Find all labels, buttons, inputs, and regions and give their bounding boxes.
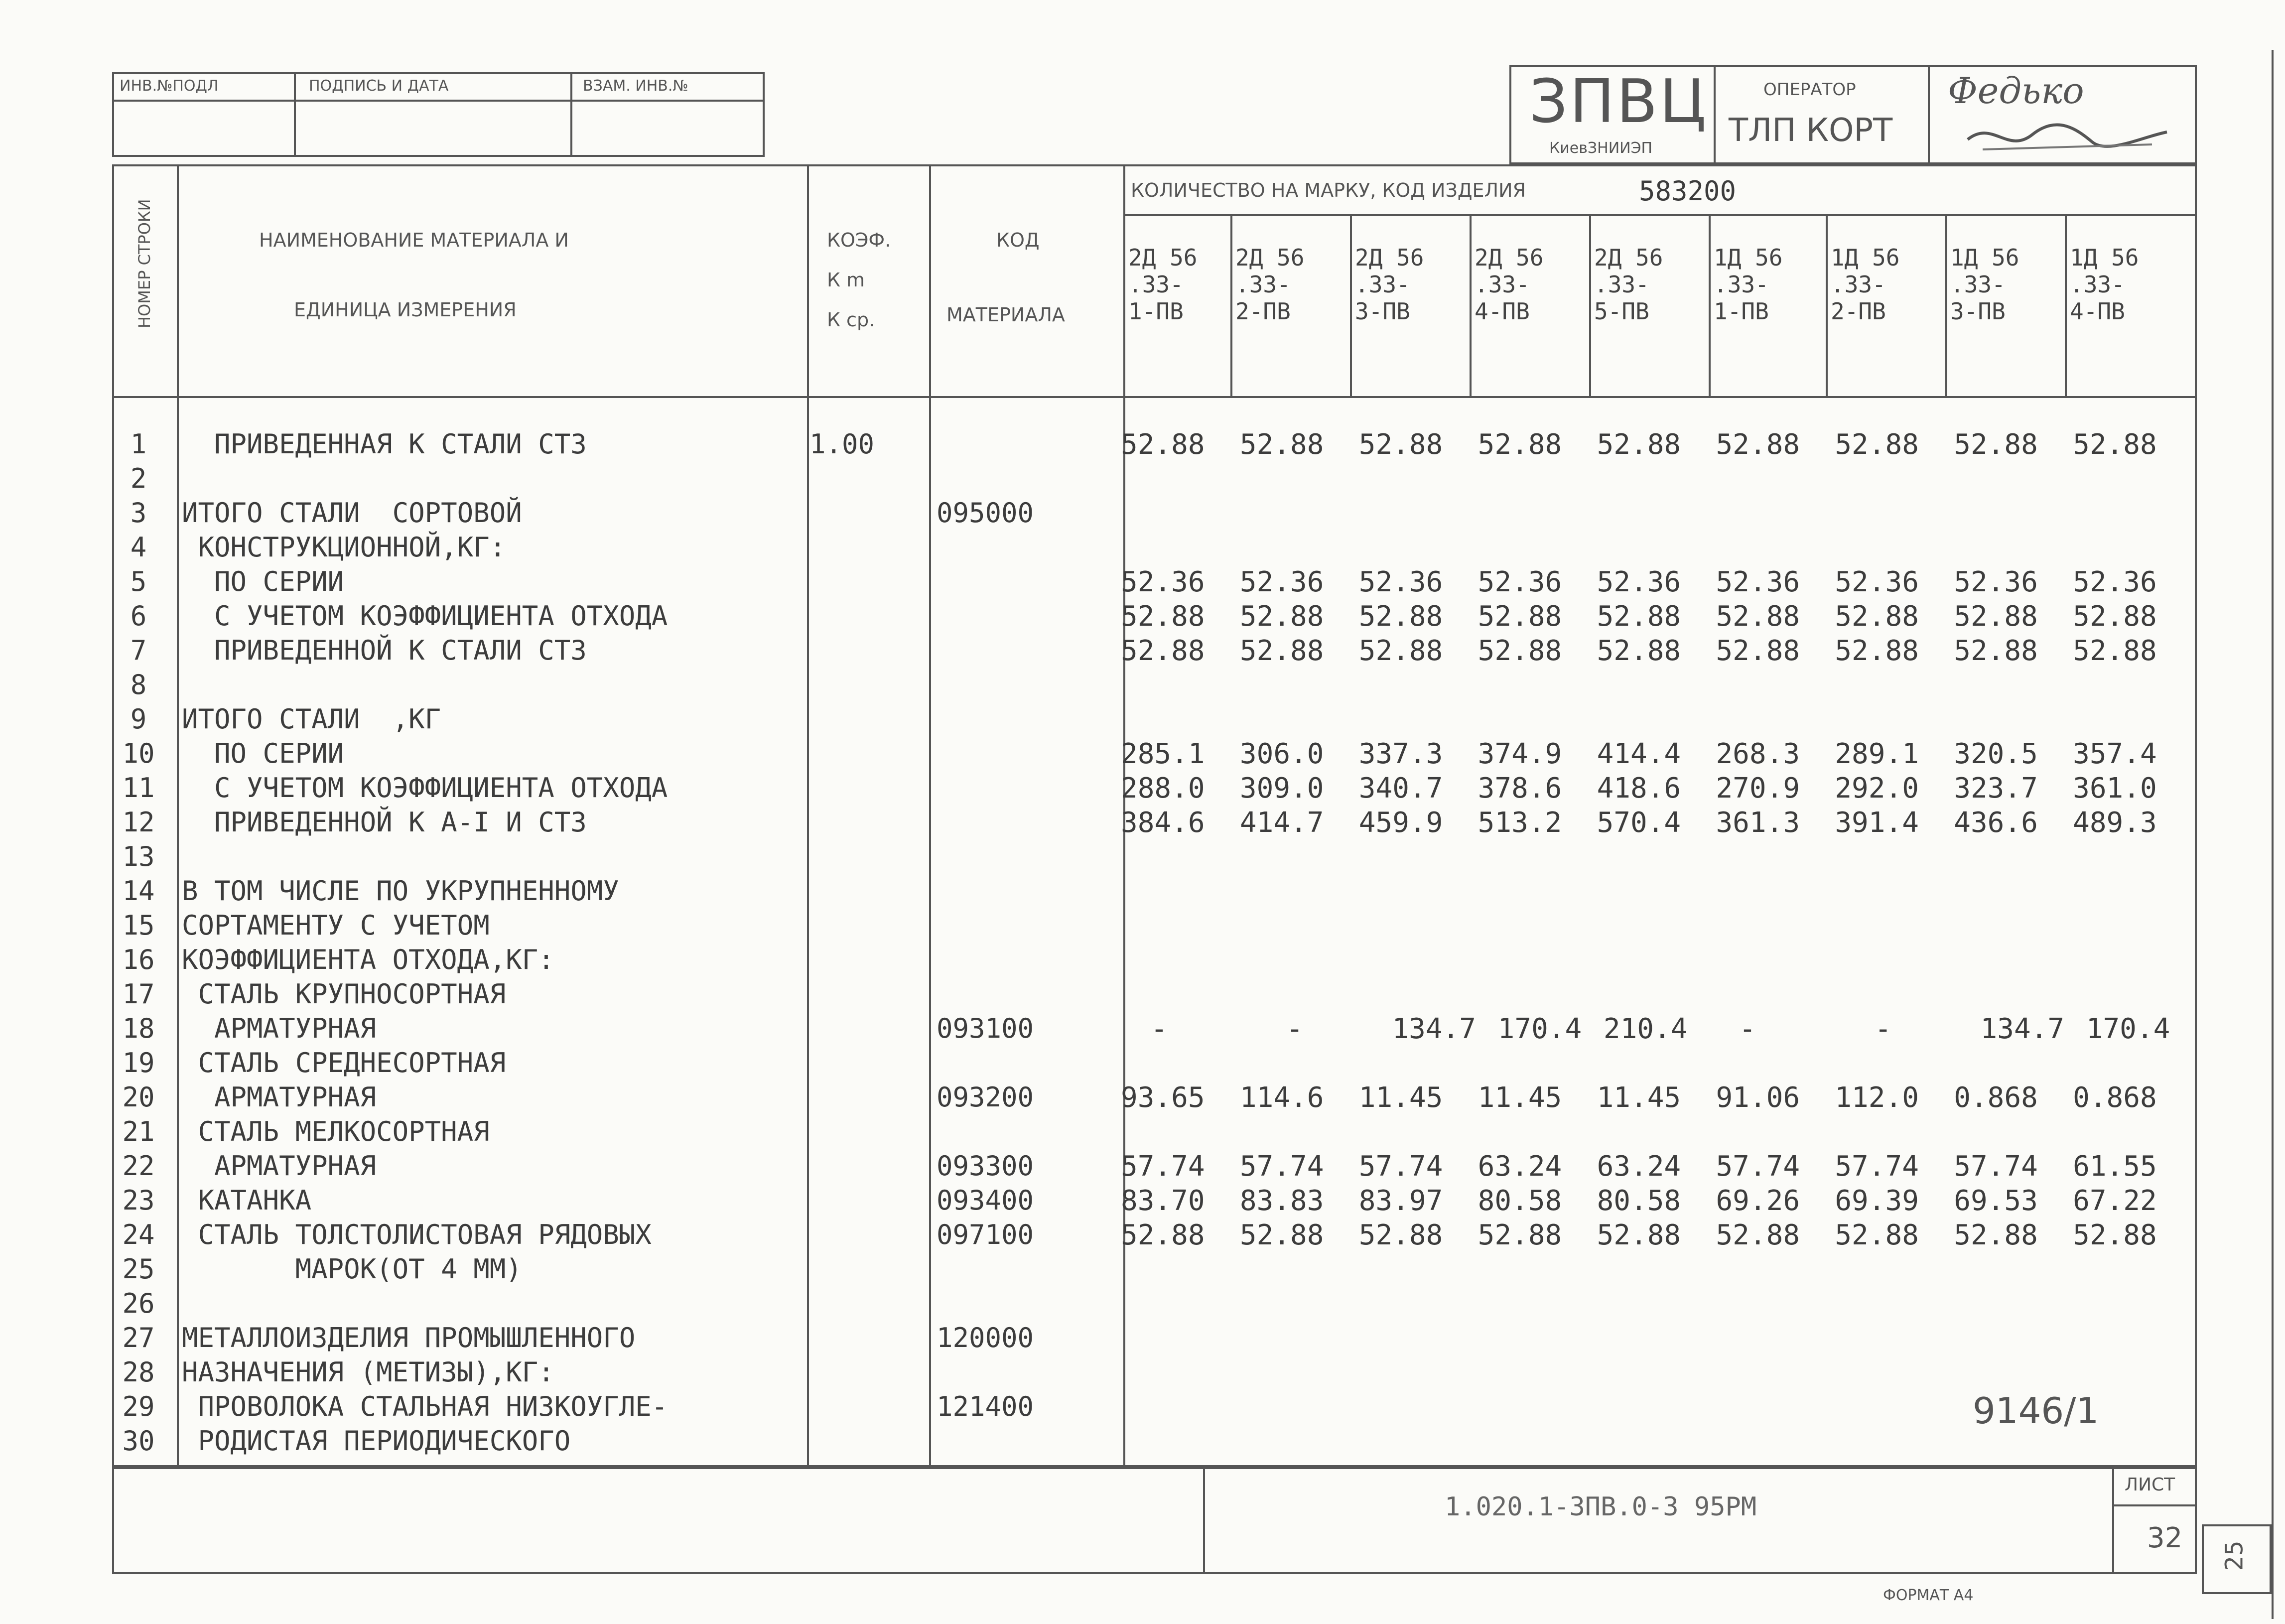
- quantity-cell: 52.88: [1478, 1219, 1562, 1251]
- stamp-cell-replace: ВЗАМ. ИНВ.№: [583, 77, 688, 95]
- material-name: КОНСТРУКЦИОННОЙ,КГ:: [182, 532, 506, 563]
- material-code: 093100: [937, 1013, 1034, 1044]
- row-number: 8: [130, 669, 147, 700]
- material-name: НАЗНАЧЕНИЯ (МЕТИЗЫ),КГ:: [182, 1356, 554, 1388]
- quantity-cell: 292.0: [1835, 772, 1919, 805]
- header-divider: [112, 396, 2197, 398]
- quantity-cell: 11.45: [1597, 1082, 1681, 1114]
- quantity-cell: 52.88: [1597, 428, 1681, 461]
- quantity-cell: 52.88: [1121, 1219, 1205, 1251]
- subcol-divider: [1826, 214, 1828, 396]
- quantity-cell: 52.88: [1597, 635, 1681, 667]
- quantity-cell: 57.74: [1239, 1150, 1324, 1183]
- quantity-cell: 513.2: [1478, 807, 1562, 839]
- row-number: 6: [130, 600, 147, 632]
- quantity-cell: 323.7: [1954, 772, 2038, 805]
- quantity-cell: 340.7: [1358, 772, 1443, 805]
- col-divider: [177, 164, 179, 1467]
- material-name: АРМАТУРНАЯ: [182, 1150, 377, 1182]
- material-code: 093400: [937, 1185, 1034, 1216]
- quantity-cell: 52.36: [1954, 566, 2038, 598]
- quantity-cell: 52.88: [1239, 428, 1324, 461]
- row-number: 13: [122, 841, 155, 872]
- quantity-cell: 93.65: [1121, 1082, 1205, 1114]
- row-number: 10: [122, 738, 155, 769]
- material-name: ПРИВЕДЕННОЙ К СТАЛИ СТ3: [182, 635, 587, 666]
- quantity-cell: 52.88: [1954, 428, 2038, 461]
- column-header: 1Д 56 .33- 4-ПВ: [2070, 244, 2139, 325]
- quantity-cell: 52.88: [2073, 600, 2157, 633]
- row-number: 4: [130, 532, 147, 563]
- quantity-cell: 134.7: [1392, 1013, 1477, 1045]
- coef-label: КОЭФ.: [827, 229, 891, 251]
- stamp-cell-signature: ПОДПИСЬ И ДАТА: [309, 77, 449, 95]
- quantity-cell: 52.88: [1954, 635, 2038, 667]
- quantity-cell: 289.1: [1835, 738, 1919, 770]
- quantity-cell: 357.4: [2073, 738, 2157, 770]
- sheet-mark: 9146/1: [1973, 1390, 2099, 1432]
- quantity-cell: 52.88: [1239, 600, 1324, 633]
- quantity-cell: 52.88: [1954, 1219, 2038, 1251]
- material-code: 093300: [937, 1150, 1034, 1182]
- material-code: 121400: [937, 1391, 1034, 1422]
- row-number: 25: [122, 1253, 155, 1285]
- quantity-cell: 489.3: [2073, 807, 2157, 839]
- coef-value: 1.00: [809, 428, 875, 460]
- quantity-cell: 83.83: [1239, 1185, 1324, 1217]
- quantity-cell: 57.74: [1954, 1150, 2038, 1183]
- sheet-label: ЛИСТ: [2125, 1475, 2175, 1495]
- quantity-cell: 52.88: [1358, 428, 1443, 461]
- quantity-cell: 52.88: [1835, 1219, 1919, 1251]
- material-name: СОРТАМЕНТУ С УЧЕТОМ: [182, 910, 490, 941]
- material-name: С УЧЕТОМ КОЭФФИЦИЕНТА ОТХОДА: [182, 600, 668, 632]
- quantity-row: [1121, 566, 2192, 598]
- quantity-cell: 436.6: [1954, 807, 2038, 839]
- row-number: 1: [130, 428, 147, 460]
- quantity-cell: 52.88: [1478, 635, 1562, 667]
- format-label: ФОРМАТ А4: [1883, 1587, 1974, 1604]
- quantity-cell: 374.9: [1478, 738, 1562, 770]
- subcol-divider: [1230, 214, 1232, 396]
- quantity-cell: 418.6: [1597, 772, 1681, 805]
- quantity-cell: 52.88: [1716, 635, 1800, 667]
- quantity-cell: 63.24: [1597, 1150, 1681, 1183]
- col-divider: [929, 164, 931, 1467]
- stamp-divider: [294, 72, 296, 157]
- material-name: В ТОМ ЧИСЛЕ ПО УКРУПНЕННОМУ: [182, 875, 619, 907]
- quantity-cell: 69.39: [1835, 1185, 1919, 1217]
- column-header: 2Д 56 .33- 1-ПВ: [1128, 244, 1198, 325]
- subcol-divider: [1470, 214, 1472, 396]
- quantity-cell: 52.88: [1716, 600, 1800, 633]
- material-name: ПО СЕРИИ: [182, 738, 344, 769]
- quantity-cell: 52.36: [1358, 566, 1443, 598]
- row-number-label: НОМЕР СТРОКИ: [135, 199, 154, 328]
- row-number: 20: [122, 1082, 155, 1113]
- row-number: 27: [122, 1322, 155, 1353]
- quantity-cell: 52.36: [2073, 566, 2157, 598]
- material-code: 095000: [937, 497, 1034, 529]
- quantity-cell: 91.06: [1716, 1082, 1800, 1114]
- quantity-cell: 0.868: [2073, 1082, 2157, 1114]
- operator-label: ОПЕРАТОР: [1763, 80, 1856, 100]
- quantity-cell: 268.3: [1716, 738, 1800, 770]
- quantity-cell: 52.88: [1358, 1219, 1443, 1251]
- quantity-row: [1121, 1219, 2192, 1251]
- quantity-cell: 170.4: [1497, 1013, 1582, 1045]
- col-divider: [807, 164, 809, 1467]
- material-name: СТАЛЬ МЕЛКОСОРТНАЯ: [182, 1116, 490, 1147]
- material-name: ПРОВОЛОКА СТАЛЬНАЯ НИЗКОУГЛЕ-: [182, 1391, 668, 1422]
- stamp-divider: [1714, 65, 1716, 164]
- quantity-cell: 80.58: [1478, 1185, 1562, 1217]
- quantity-cell: 52.88: [1121, 428, 1205, 461]
- quantity-cell: 52.36: [1835, 566, 1919, 598]
- material-name: КОЭФФИЦИЕНТА ОТХОДА,КГ:: [182, 944, 554, 975]
- quantity-cell: 570.4: [1597, 807, 1681, 839]
- material-name: С УЧЕТОМ КОЭФФИЦИЕНТА ОТХОДА: [182, 772, 668, 804]
- row-number: 26: [122, 1288, 155, 1319]
- quantity-cell: 11.45: [1358, 1082, 1443, 1114]
- coef-label: К ср.: [827, 309, 875, 331]
- row-number: 21: [122, 1116, 155, 1147]
- row-number: 9: [130, 703, 147, 735]
- sheet-number: 32: [2147, 1522, 2183, 1554]
- row-number: 19: [122, 1047, 155, 1079]
- subcol-divider: [1589, 214, 1591, 396]
- material-name: ПРИВЕДЕННАЯ К СТАЛИ СТ3: [182, 428, 587, 460]
- material-name: РОДИСТАЯ ПЕРИОДИЧЕСКОГО: [182, 1425, 571, 1457]
- quantity-cell: -: [1286, 1013, 1303, 1045]
- material-name: СТАЛЬ ТОЛСТОЛИСТОВАЯ РЯДОВЫХ: [182, 1219, 652, 1250]
- quantity-cell: 52.88: [1835, 428, 1919, 461]
- material-name: АРМАТУРНАЯ: [182, 1082, 377, 1113]
- quantity-cell: 52.88: [1478, 428, 1562, 461]
- quantity-cell: 306.0: [1239, 738, 1324, 770]
- subcol-divider: [1709, 214, 1711, 396]
- quantity-label: КОЛИЧЕСТВО НА МАРКУ, КОД ИЗДЕЛИЯ: [1131, 179, 1526, 201]
- quantity-row: [1121, 738, 2192, 770]
- quantity-cell: 83.97: [1358, 1185, 1443, 1217]
- quantity-cell: -: [1151, 1013, 1168, 1045]
- quantity-row: [1121, 772, 2192, 805]
- footer-block: [112, 1467, 2197, 1574]
- org-sub: КиевЗНИИЭП: [1549, 139, 1653, 157]
- quantity-cell: 384.6: [1121, 807, 1205, 839]
- material-name: ИТОГО СТАЛИ ,КГ: [182, 703, 441, 735]
- quantity-cell: 52.36: [1716, 566, 1800, 598]
- quantity-cell: 52.88: [1954, 600, 2038, 633]
- row-number: 18: [122, 1013, 155, 1044]
- subcol-divider: [1350, 214, 1352, 396]
- quantity-cell: 63.24: [1478, 1150, 1562, 1183]
- quantity-row: [1121, 1150, 2192, 1183]
- quantity-cell: 52.88: [1239, 635, 1324, 667]
- row-number: 2: [130, 463, 147, 494]
- material-name: СТАЛЬ СРЕДНЕСОРТНАЯ: [182, 1047, 506, 1079]
- quantity-cell: 67.22: [2073, 1185, 2157, 1217]
- quantity-cell: 69.26: [1716, 1185, 1800, 1217]
- quantity-row: [1121, 428, 2192, 461]
- column-header: 2Д 56 .33- 5-ПВ: [1594, 244, 1663, 325]
- side-number: 25: [2220, 1540, 2249, 1571]
- quantity-cell: 52.88: [2073, 428, 2157, 461]
- material-code: 093200: [937, 1082, 1034, 1113]
- material-code: 120000: [937, 1322, 1034, 1353]
- quantity-cell: 52.88: [1597, 1219, 1681, 1251]
- quantity-cell: 52.88: [1239, 1219, 1324, 1251]
- unit-label: ЕДИНИЦА ИЗМЕРЕНИЯ: [294, 299, 517, 321]
- row-number: 15: [122, 910, 155, 941]
- quantity-cell: 11.45: [1478, 1082, 1562, 1114]
- row-number: 29: [122, 1391, 155, 1422]
- operator-value: ТЛП КОРТ: [1729, 112, 1893, 149]
- quantity-cell: 114.6: [1239, 1082, 1324, 1114]
- quantity-cell: 170.4: [2086, 1013, 2170, 1045]
- material-code: 097100: [937, 1219, 1034, 1250]
- quantity-cell: -: [1739, 1013, 1756, 1045]
- quantity-cell: 391.4: [1835, 807, 1919, 839]
- footer-divider: [1203, 1467, 1205, 1574]
- quantity-cell: 52.88: [1358, 600, 1443, 633]
- quantity-cell: 285.1: [1121, 738, 1205, 770]
- quantity-row: [1121, 1082, 2192, 1114]
- quantity-cell: 83.70: [1121, 1185, 1205, 1217]
- quantity-cell: 57.74: [1121, 1150, 1205, 1183]
- quantity-cell: 52.36: [1597, 566, 1681, 598]
- quantity-cell: 459.9: [1358, 807, 1443, 839]
- quantity-cell: 52.88: [1835, 635, 1919, 667]
- stamp-divider: [112, 100, 765, 102]
- quantity-cell: 320.5: [1954, 738, 2038, 770]
- material-name: КАТАНКА: [182, 1185, 312, 1216]
- column-header: 1Д 56 .33- 3-ПВ: [1950, 244, 2019, 325]
- row-number: 17: [122, 978, 155, 1010]
- quantity-cell: 52.36: [1478, 566, 1562, 598]
- quantity-cell: 52.88: [1597, 600, 1681, 633]
- quantity-cell: 52.88: [1358, 635, 1443, 667]
- quantity-cell: 52.36: [1239, 566, 1324, 598]
- code-label: МАТЕРИАЛА: [946, 304, 1065, 326]
- quantity-row: [1121, 807, 2192, 839]
- subcol-divider: [2065, 214, 2067, 396]
- row-number: 12: [122, 807, 155, 838]
- product-code: 583200: [1639, 175, 1737, 207]
- row-number: 30: [122, 1425, 155, 1457]
- material-name: СТАЛЬ КРУПНОСОРТНАЯ: [182, 978, 506, 1010]
- coef-label: К m: [827, 269, 865, 291]
- stamp-cell-inv: ИНВ.№ПОДЛ: [120, 77, 219, 95]
- handwritten-signature: [1963, 115, 2172, 159]
- quantity-cell: 52.88: [1716, 1219, 1800, 1251]
- material-name: МАРОК(ОТ 4 ММ): [182, 1253, 522, 1285]
- column-header: 1Д 56 .33- 1-ПВ: [1714, 244, 1783, 325]
- quantity-cell: 210.4: [1603, 1013, 1688, 1045]
- quantity-cell: 309.0: [1239, 772, 1324, 805]
- quantity-cell: 52.36: [1121, 566, 1205, 598]
- quantity-cell: 52.88: [1716, 428, 1800, 461]
- quantity-cell: 80.58: [1597, 1185, 1681, 1217]
- row-number: 22: [122, 1150, 155, 1182]
- material-name: ПРИВЕДЕННОЙ К А-I И СТ3: [182, 807, 587, 838]
- quantity-cell: 57.74: [1358, 1150, 1443, 1183]
- signature-name: Федько: [1948, 70, 2084, 112]
- material-name: ИТОГО СТАЛИ СОРТОВОЙ: [182, 497, 522, 529]
- quantity-cell: 57.74: [1716, 1150, 1800, 1183]
- quantity-cell: 52.88: [1121, 600, 1205, 633]
- column-header: 2Д 56 .33- 4-ПВ: [1475, 244, 1544, 325]
- quantity-cell: 61.55: [2073, 1150, 2157, 1183]
- material-name: ПО СЕРИИ: [182, 566, 344, 597]
- row-number: 23: [122, 1185, 155, 1216]
- row-number: 14: [122, 875, 155, 907]
- right-edge-line: [2272, 50, 2274, 1619]
- quantity-cell: -: [1875, 1013, 1892, 1045]
- quantity-cell: 52.88: [1121, 635, 1205, 667]
- quantity-cell: 52.88: [1478, 600, 1562, 633]
- quantity-cell: 337.3: [1358, 738, 1443, 770]
- quantity-cell: 57.74: [1835, 1150, 1919, 1183]
- material-name-label: НАИМЕНОВАНИЕ МАТЕРИАЛА И: [259, 229, 569, 251]
- row-number: 16: [122, 944, 155, 975]
- quantity-cell: 52.88: [2073, 1219, 2157, 1251]
- material-name: МЕТАЛЛОИЗДЕЛИЯ ПРОМЫШЛЕННОГО: [182, 1322, 636, 1353]
- row-number: 28: [122, 1356, 155, 1388]
- column-header: 1Д 56 .33- 2-ПВ: [1831, 244, 1900, 325]
- quantity-cell: 414.7: [1239, 807, 1324, 839]
- doc-code: 1.020.1-3ПВ.0-3 95РМ: [1445, 1492, 1757, 1522]
- quantity-cell: 361.3: [1716, 807, 1800, 839]
- column-header: 2Д 56 .33- 2-ПВ: [1235, 244, 1305, 325]
- row-number: 3: [130, 497, 147, 529]
- row-number: 7: [130, 635, 147, 666]
- quantity-cell: 378.6: [1478, 772, 1562, 805]
- stamp-divider: [570, 72, 572, 157]
- quantity-cell: 414.4: [1597, 738, 1681, 770]
- footer-divider: [2112, 1504, 2197, 1506]
- header-divider: [1123, 214, 2197, 216]
- quantity-cell: 52.88: [1835, 600, 1919, 633]
- quantity-row: [1121, 600, 2192, 633]
- material-name: АРМАТУРНАЯ: [182, 1013, 377, 1044]
- column-header: 2Д 56 .33- 3-ПВ: [1355, 244, 1424, 325]
- quantity-cell: 134.7: [1980, 1013, 2065, 1045]
- code-label: КОД: [996, 229, 1040, 251]
- quantity-cell: 52.88: [2073, 635, 2157, 667]
- row-number: 11: [122, 772, 155, 804]
- org-name: ЗПВЦ: [1529, 67, 1708, 136]
- quantity-cell: 0.868: [1954, 1082, 2038, 1114]
- subcol-divider: [1945, 214, 1947, 396]
- row-number: 24: [122, 1219, 155, 1250]
- quantity-row: [1121, 635, 2192, 667]
- quantity-cell: 69.53: [1954, 1185, 2038, 1217]
- footer-divider: [2112, 1467, 2114, 1574]
- quantity-cell: 270.9: [1716, 772, 1800, 805]
- quantity-cell: 288.0: [1121, 772, 1205, 805]
- quantity-cell: 361.0: [2073, 772, 2157, 805]
- stamp-divider: [1928, 65, 1930, 164]
- quantity-row: [1121, 1185, 2192, 1217]
- quantity-row: [1121, 1013, 2192, 1045]
- row-number: 5: [130, 566, 147, 597]
- quantity-cell: 112.0: [1835, 1082, 1919, 1114]
